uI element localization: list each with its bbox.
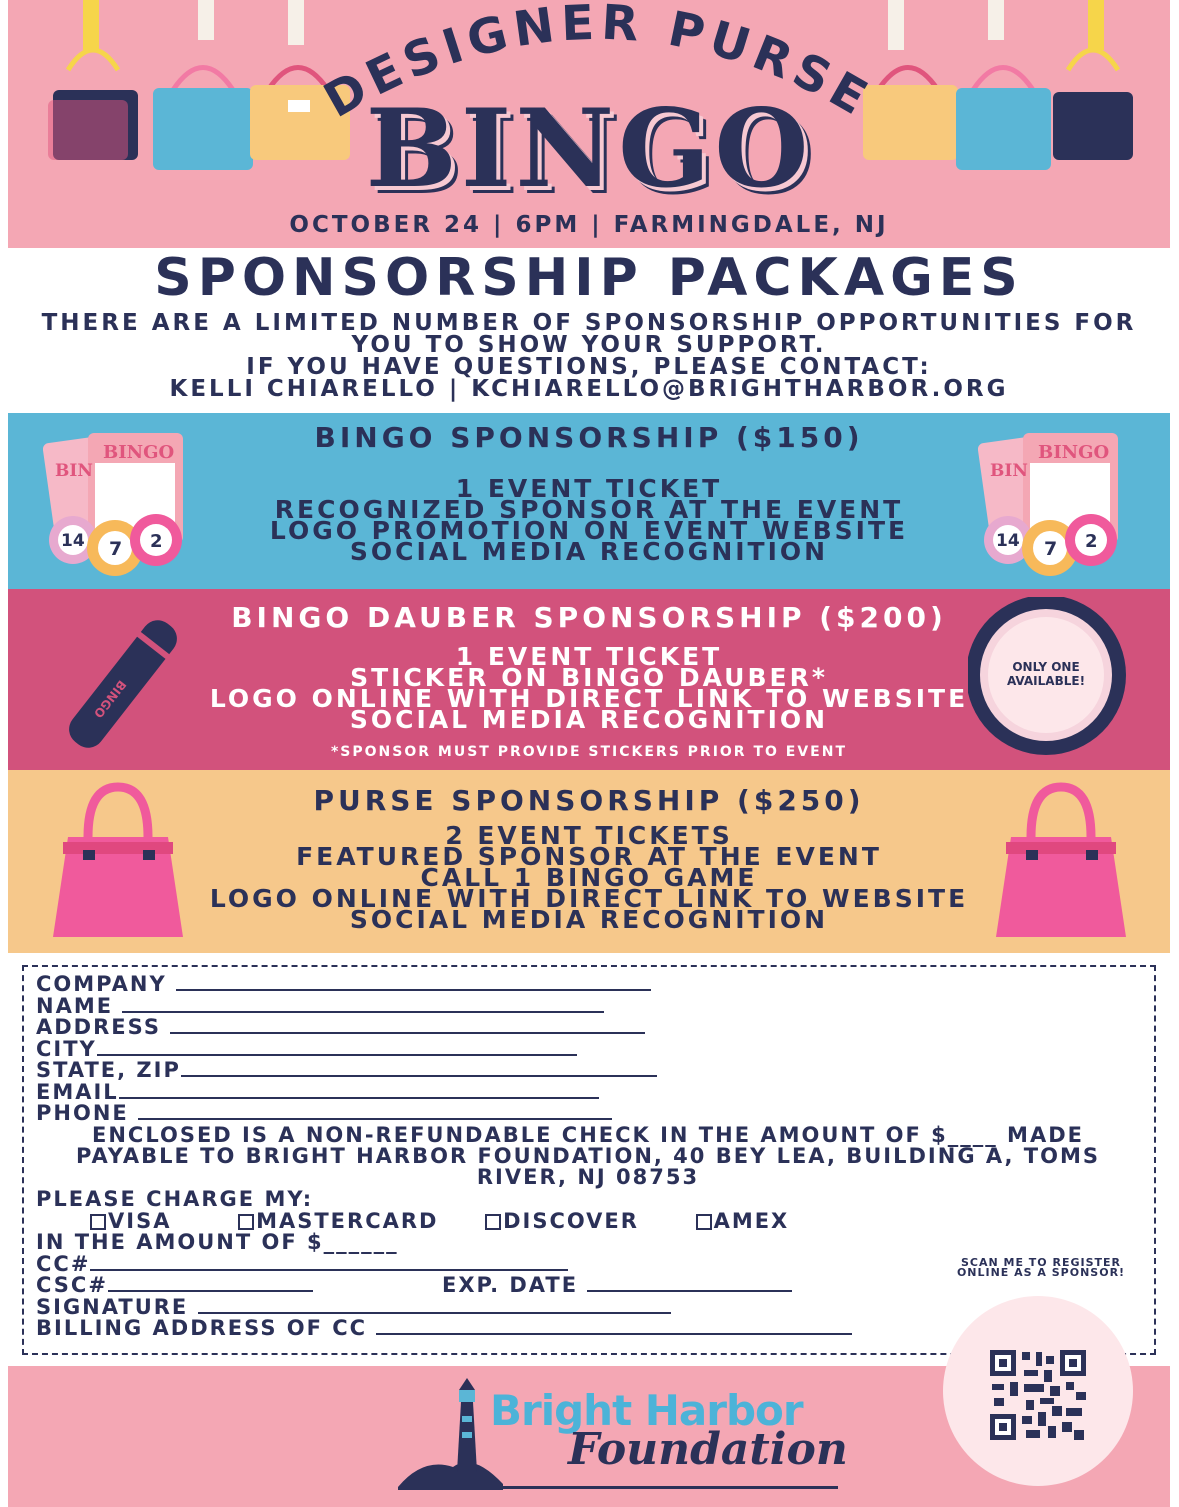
benefit-item: 1 EVENT TICKET (455, 474, 723, 503)
email-field[interactable]: EMAIL (36, 1081, 599, 1103)
check-instructions: ENCLOSED IS A NON-REFUNDABLE CHECK IN THE AMOUNT OF $____ MADE PAYABLE TO BRIGHT HARBOR FOUNDATION, 40 BEY LEA, BUILDING A, TOMS RIVER, NJ 08753 (75, 1123, 1100, 1189)
benefit-item: LOGO PROMOTION ON EVENT WEBSITE (269, 516, 909, 545)
visa-option[interactable]: VISA (90, 1209, 171, 1233)
signature-field[interactable]: SIGNATURE (36, 1296, 671, 1318)
svg-text:BINGO: BINGO (1038, 442, 1110, 463)
svg-text:AVAILABLE!: AVAILABLE! (1006, 674, 1086, 688)
exp-date-field[interactable]: EXP. DATE (442, 1274, 792, 1296)
card-options (90, 1210, 789, 1232)
mastercard-checkbox[interactable] (238, 1214, 254, 1230)
pink-purse-left-icon (43, 782, 193, 942)
address-field[interactable]: ADDRESS (36, 1016, 645, 1038)
dauber-package-title: BINGO DAUBER SPONSORSHIP ($200) (231, 601, 947, 634)
logo-bright-harbor: Bright Harbor (490, 1386, 803, 1435)
benefit-item: SOCIAL MEDIA RECOGNITION (349, 705, 829, 734)
billing-address-field[interactable]: BILLING ADDRESS OF CC (36, 1317, 852, 1339)
dauber-sponsorship-band (8, 589, 1170, 770)
benefit-item: STICKER ON BINGO DAUBER* (350, 663, 828, 692)
charge-label: PLEASE CHARGE MY: (36, 1187, 314, 1211)
svg-text:BIN: BIN (55, 461, 93, 481)
event-details: OCTOBER 24 | 6PM | FARMINGDALE, NJ (289, 212, 889, 238)
state-zip-field[interactable]: STATE, ZIP (36, 1059, 657, 1081)
city-field[interactable]: CITY (36, 1038, 577, 1060)
bingo-package-title: BINGO SPONSORSHIP ($150) (314, 421, 864, 454)
svg-text:2: 2 (150, 531, 163, 552)
csc-field[interactable]: CSC# (36, 1274, 313, 1296)
qr-code-icon[interactable] (986, 1346, 1096, 1446)
intro-line: YOU TO SHOW YOUR SUPPORT. (351, 332, 827, 358)
svg-text:7: 7 (1044, 538, 1058, 560)
mastercard-option[interactable]: MASTERCARD (238, 1209, 438, 1233)
scan-instructions: SCAN ME TO REGISTER ONLINE AS A SPONSOR! (956, 1256, 1126, 1279)
intro-line: IF YOU HAVE QUESTIONS, PLEASE CONTACT: (246, 354, 932, 380)
bingo-card-right-icon (978, 428, 1128, 583)
arc-title-text: DESIGNER PURSE (314, 0, 882, 129)
sponsorship-title: SPONSORSHIP PACKAGES (154, 248, 1024, 308)
benefit-item: SOCIAL MEDIA RECOGNITION (349, 905, 829, 934)
dauber-note: *SPONSOR MUST PROVIDE STICKERS PRIOR TO EVENT (330, 744, 848, 760)
benefit-item: LOGO ONLINE WITH DIRECT LINK TO WEBSITE (209, 684, 969, 713)
benefit-item: RECOGNIZED SPONSOR AT THE EVENT (274, 495, 904, 524)
bingo-sponsorship-band (8, 413, 1170, 589)
benefit-item: LOGO ONLINE WITH DIRECT LINK TO WEBSITE (209, 884, 969, 913)
company-field[interactable]: COMPANY (36, 973, 651, 995)
benefit-item: CALL 1 BINGO GAME (420, 863, 758, 892)
svg-text:BINGO: BINGO (103, 442, 175, 463)
name-field[interactable]: NAME (36, 995, 604, 1017)
amex-option[interactable]: AMEX (696, 1209, 790, 1233)
sponsor-form (8, 953, 1170, 1366)
amount-field[interactable]: IN THE AMOUNT OF $______ (36, 1230, 399, 1254)
svg-text:BIN: BIN (990, 461, 1028, 481)
svg-text:7: 7 (109, 538, 123, 560)
footer (8, 1366, 1170, 1507)
intro-line: KELLI CHIARELLO | KCHIARELLO@BRIGHTHARBOR.ORG (169, 376, 1009, 402)
header-banner (8, 0, 1170, 248)
bingo-dauber-icon (53, 614, 193, 754)
bingo-card-left-icon (43, 428, 193, 583)
sponsorship-intro (8, 248, 1170, 413)
benefit-item: 2 EVENT TICKETS (445, 821, 733, 850)
logo-underline (478, 1486, 838, 1489)
benefit-item: FEATURED SPONSOR AT THE EVENT (296, 842, 882, 871)
visa-checkbox[interactable] (90, 1214, 106, 1230)
amex-checkbox[interactable] (696, 1214, 712, 1230)
cc-number-field[interactable]: CC# (36, 1253, 568, 1275)
sponsorship-intro-text (28, 312, 1150, 400)
benefit-item: SOCIAL MEDIA RECOGNITION (349, 537, 829, 566)
bingo-title: BINGO (365, 86, 813, 212)
intro-line: THERE ARE A LIMITED NUMBER OF SPONSORSHIP OPPORTUNITIES FOR (41, 310, 1137, 336)
discover-option[interactable]: DISCOVER (485, 1209, 639, 1233)
benefit-item: 1 EVENT TICKET (455, 642, 723, 671)
svg-text:14: 14 (61, 531, 85, 551)
phone-field[interactable]: PHONE (36, 1102, 612, 1124)
purse-package-title: PURSE SPONSORSHIP ($250) (313, 784, 865, 817)
svg-text:2: 2 (1085, 531, 1098, 552)
svg-text:14: 14 (996, 531, 1020, 551)
svg-text:ONLY ONE: ONLY ONE (1012, 660, 1080, 674)
flyer (8, 0, 1170, 1507)
svg-text:BINGO: BINGO (91, 677, 129, 721)
discover-checkbox[interactable] (485, 1214, 501, 1230)
pink-purse-right-icon (986, 782, 1136, 942)
logo-foundation: Foundation (568, 1424, 848, 1475)
purse-sponsorship-band (8, 770, 1170, 953)
only-one-badge (968, 597, 1138, 767)
